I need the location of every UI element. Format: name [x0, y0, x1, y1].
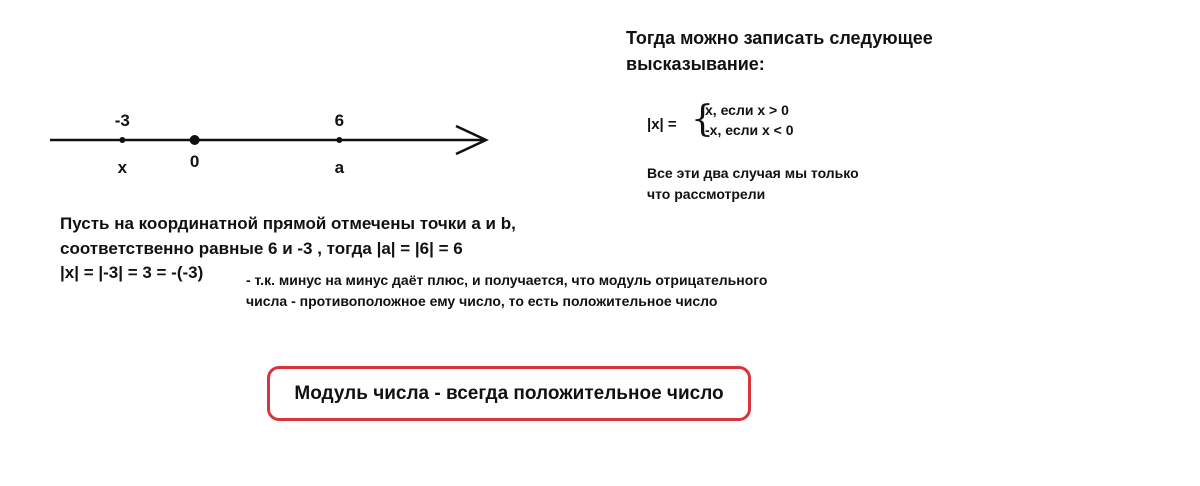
conclusion-box: [267, 366, 751, 421]
number-line-point-0: [119, 137, 125, 143]
point-bottom-label-2: a: [334, 158, 345, 177]
number-line-point-1: [190, 135, 200, 145]
formula-case-positive: x, если x > 0: [705, 102, 789, 118]
right-panel-note-line1: Все эти два случая мы только: [647, 165, 859, 181]
point-bottom-label-0: x: [117, 158, 128, 177]
right-panel-title-line2: высказывание:: [626, 54, 765, 74]
formula-lhs: |x| =: [647, 116, 677, 133]
number-line: [0, 0, 520, 190]
explanation-line2: числа - противоположное ему число, то есть положительное число: [246, 293, 718, 309]
number-line-points: [115, 111, 345, 177]
curly-brace-icon: {: [691, 99, 714, 140]
main-paragraph-line2: соответственно равные 6 и -3 , тогда |a| = |6| = 6: [60, 239, 463, 258]
right-panel-note: [647, 163, 859, 205]
conclusion-text: Модуль числа - всегда положительное число: [294, 382, 724, 404]
explanation-line1: - т.к. минус на минус даёт плюс, и получается, что модуль отрицательного: [246, 272, 768, 288]
right-panel-note-line2: что рассмотрели: [647, 186, 766, 202]
point-bottom-label-1: 0: [189, 152, 200, 171]
right-panel-title-line1: Тогда можно записать следующее: [626, 28, 933, 48]
main-paragraph-line1: Пусть на координатной прямой отмечены точки a и b,: [60, 214, 516, 233]
number-line-point-2: [336, 137, 342, 143]
main-paragraph: [60, 211, 516, 261]
formula-case-negative: -x, если x < 0: [705, 122, 794, 138]
point-top-label-0: -3: [114, 111, 130, 130]
right-panel-title: [626, 25, 933, 77]
modulus-equation: |x| = |-3| = 3 = -(-3): [60, 263, 204, 282]
explanation: [246, 270, 767, 312]
point-top-label-2: 6: [334, 111, 345, 130]
